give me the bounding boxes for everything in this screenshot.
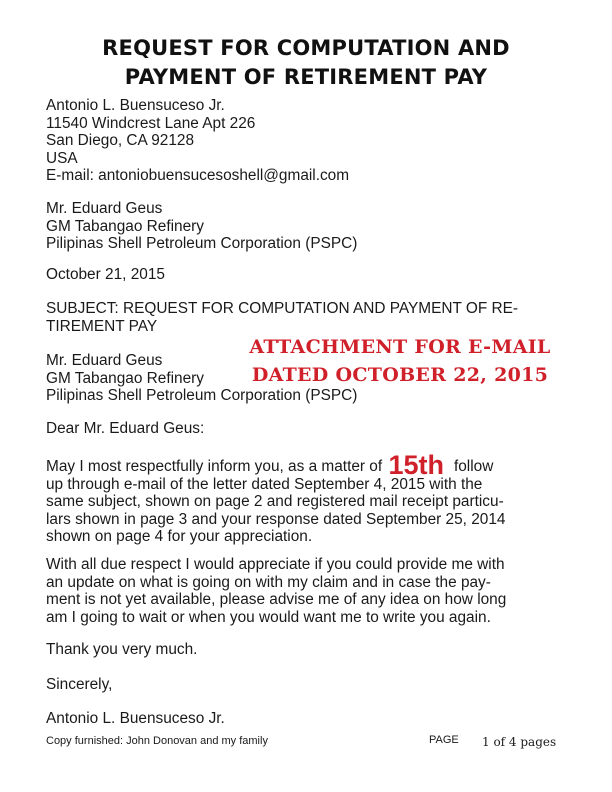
- recipient-block: [46, 200, 576, 253]
- paragraph-1-line-3: same subject, shown on page 2 and registered mail receipt particu-: [46, 493, 504, 510]
- recipient-name: Mr. Eduard Geus: [46, 352, 163, 369]
- copy-furnished: Copy furnished: John Donovan and my family: [46, 735, 268, 747]
- attachment-stamp: [242, 333, 558, 389]
- follow-up-count: 15th: [388, 450, 444, 480]
- paragraph-2-line-4: am I going to wait or when you would want me to write you again.: [46, 608, 491, 626]
- paragraph-2-line-1: With all due respect I would appreciate if you could provide me with: [46, 556, 505, 573]
- paragraph-1-prefix: May I most respectfully inform you, as a matter of: [46, 458, 383, 475]
- paragraph-1-line-1: [46, 450, 576, 480]
- subject-line-1: SUBJECT: REQUEST FOR COMPUTATION AND PAYMENT OF RE-: [46, 300, 519, 317]
- document-title: [40, 34, 572, 92]
- sender-email: E-mail: antoniobuensucesoshell@gmail.com: [46, 167, 350, 184]
- letter-date: [46, 266, 576, 284]
- recipient-name: Mr. Eduard Geus: [46, 200, 163, 217]
- paragraph-1: [46, 450, 576, 546]
- sender-country: USA: [46, 149, 78, 167]
- paragraph-1-line-4: lars shown in page 3 and your response dated September 25, 2014: [46, 510, 506, 528]
- sincerely-text: Sincerely,: [46, 676, 113, 693]
- subject-line-2: TIREMENT PAY: [46, 317, 158, 335]
- thanks-line: [46, 641, 576, 659]
- sender-name: Antonio L. Buensuceso Jr.: [46, 97, 225, 114]
- thanks-text: Thank you very much.: [46, 641, 198, 658]
- paragraph-2-line-3: ment is not yet available, please advise me of any idea on how long: [46, 591, 507, 608]
- salutation-text: Dear Mr. Eduard Geus:: [46, 420, 205, 437]
- paragraph-1-line-2: up through e-mail of the letter dated September 4, 2015 with the: [46, 475, 483, 493]
- recipient-company: Pilipinas Shell Petroleum Corporation (PSPC): [46, 387, 358, 404]
- letter-date-text: October 21, 2015: [46, 266, 165, 283]
- paragraph-2: [46, 556, 576, 626]
- signature-text: Antonio L. Buensuceso Jr.: [46, 710, 225, 727]
- title-line-2: PAYMENT OF RETIREMENT PAY: [124, 65, 488, 89]
- attachment-line-2: DATED OCTOBER 22, 2015: [251, 364, 549, 386]
- sender-address-line-2: San Diego, CA 92128: [46, 132, 195, 149]
- attachment-line-1: ATTACHMENT FOR E-MAIL: [249, 336, 551, 358]
- recipient-position: GM Tabangao Refinery: [46, 217, 204, 235]
- paragraph-1-suffix: follow: [453, 458, 494, 475]
- recipient-company: Pilipinas Shell Petroleum Corporation (PSPC): [46, 235, 358, 252]
- sender-address-line-1: 11540 Windcrest Lane Apt 226: [46, 114, 256, 132]
- page-label: PAGE: [429, 734, 459, 746]
- paragraph-2-line-2: an update on what is going on with my claim and in case the pay-: [46, 573, 491, 591]
- page-count: 1 of 4 pages: [482, 735, 557, 749]
- title-line-1: REQUEST FOR COMPUTATION AND: [102, 36, 510, 60]
- recipient-position: GM Tabangao Refinery: [46, 369, 204, 387]
- salutation: [46, 420, 576, 438]
- signature-name: [46, 710, 576, 728]
- sincerely-line: [46, 676, 576, 694]
- subject-block: [46, 300, 576, 335]
- sender-block: [46, 97, 576, 185]
- paragraph-1-line-5: shown on page 4 for your appreciation.: [46, 528, 313, 545]
